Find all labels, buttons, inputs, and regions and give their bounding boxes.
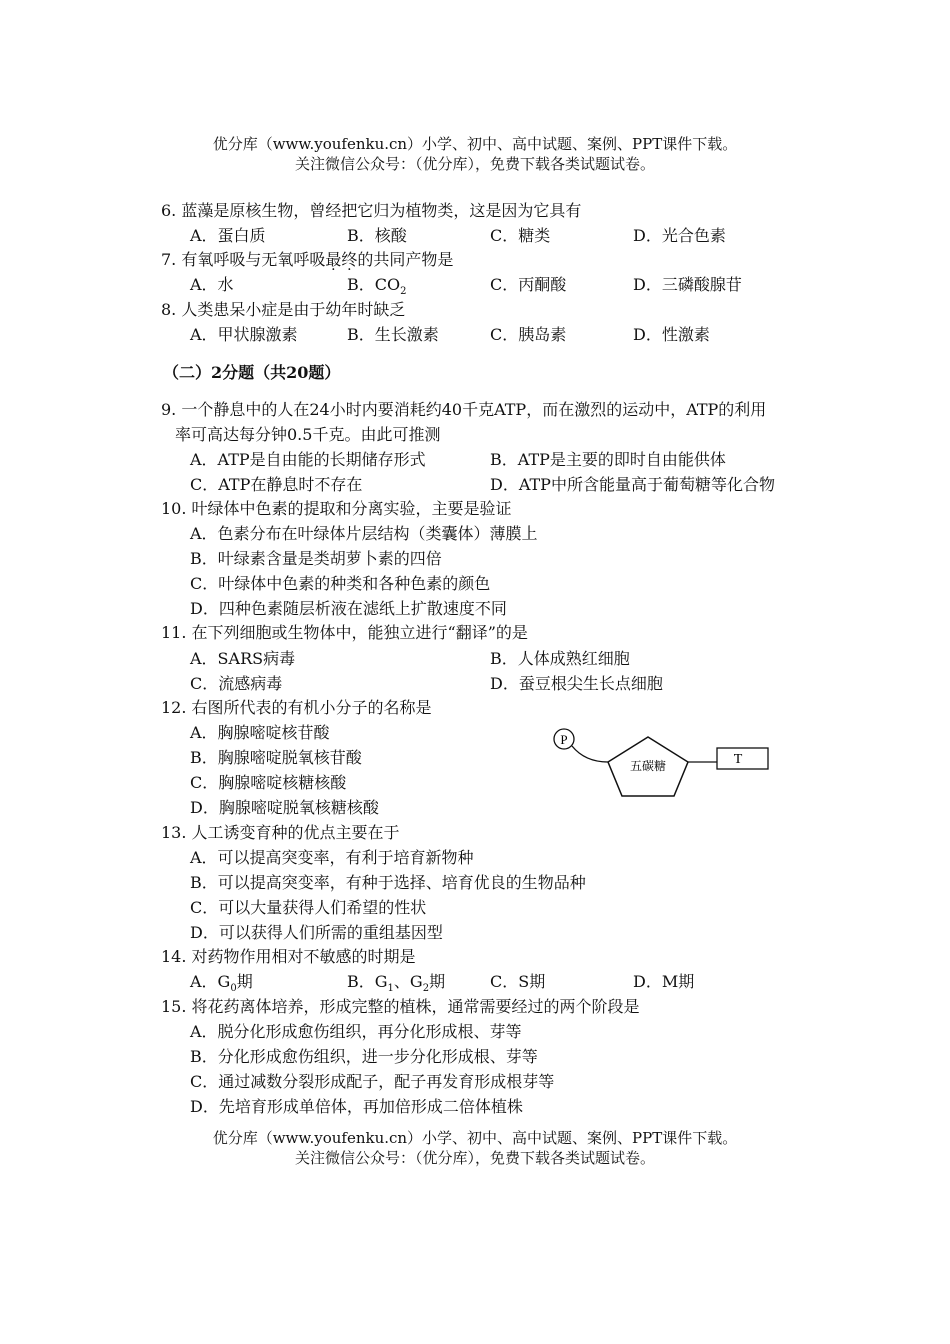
nucleotide-diagram (545, 720, 780, 810)
page-footer (0, 1128, 950, 1168)
q10-option-a: A．色素分布在叶绿体片层结构（类囊体）薄膜上 (190, 524, 538, 543)
q13-option-a: A．可以提高突变率，有利于培育新物种 (190, 848, 474, 867)
q6-option-b: B．核酸 (347, 226, 407, 245)
pentose-label: 五碳糖 (629, 759, 667, 773)
q14-option-a: A．$G_0$期 (190, 972, 253, 995)
q12-stem: 12. 右图所代表的有机小分子的名称是 (161, 698, 432, 717)
q12-option-d: D．胸腺嘧啶脱氧核糖核酸 (190, 798, 379, 817)
q9-option-a: A．ATP是自由能的长期储存形式 (190, 450, 426, 469)
q8-option-d: D．性激素 (633, 325, 710, 344)
q7-option-d: D．三磷酸腺苷 (633, 275, 742, 294)
phosphate-label: P (560, 732, 568, 747)
footer-line-1: 优分库（www.youfenku.cn）小学、初中、高中试题、案例、PPT课件下载。 (212, 1129, 738, 1147)
q13-option-d: D．可以获得人们所需的重组基因型 (190, 923, 443, 942)
q9-option-d: D．ATP中所含能量高于葡萄糖等化合物 (490, 475, 775, 494)
base-label: T (733, 752, 743, 767)
q11-option-c: C．流感病毒 (190, 674, 283, 693)
q10-stem: 10. 叶绿体中色素的提取和分离实验，主要是验证 (161, 499, 512, 518)
q14-option-d: D．M期 (633, 972, 695, 991)
q8-option-c: C．胰岛素 (490, 325, 567, 344)
q7-option-c: C．丙酮酸 (490, 275, 567, 294)
q15-option-a: A．脱分化形成愈伤组织，再分化形成根、芽等 (190, 1022, 522, 1041)
q9-option-c: C．ATP在静息时不存在 (190, 475, 363, 494)
q12-option-c: C．胸腺嘧啶核糖核酸 (190, 773, 347, 792)
header-line-2: 关注微信公众号：（优分库），免费下载各类试题试卷。 (294, 155, 655, 173)
q11-option-d: D．蚕豆根尖生长点细胞 (490, 674, 663, 693)
q12-option-a: A．胸腺嘧啶核苷酸 (190, 723, 330, 742)
q14-option-b: B．$G_1$、$G_2$期 (347, 972, 446, 995)
q11-stem: 11. 在下列细胞或生物体中，能独立进行“翻译”的是 (161, 623, 528, 642)
q9-stem-line-2: 率可高达每分钟0.5千克。由此可推测 (175, 425, 441, 444)
footer-line-2: 关注微信公众号：（优分库），免费下载各类试题试卷。 (294, 1149, 655, 1167)
q12-option-b: B．胸腺嘧啶脱氧核苷酸 (190, 748, 362, 767)
q13-stem: 13. 人工诱变育种的优点主要在于 (161, 823, 400, 842)
page-header (0, 134, 950, 174)
base-box (717, 748, 768, 769)
q15-option-b: B．分化形成愈伤组织，进一步分化形成根、芽等 (190, 1047, 538, 1066)
q14-stem: 14. 对药物作用相对不敏感的时期是 (161, 947, 416, 966)
q9-option-b: B．ATP是主要的即时自由能供体 (490, 450, 726, 469)
q6-option-d: D．光合色素 (633, 226, 726, 245)
q8-option-a: A．甲状腺激素 (190, 325, 298, 344)
q15-option-c: C．通过减数分裂形成配子，配子再发育形成根芽等 (190, 1072, 555, 1091)
q10-option-b: B．叶绿素含量是类胡萝卜素的四倍 (190, 549, 442, 568)
q7-stem: 7. 有氧呼吸与无氧呼吸最终的共同产物是 (161, 250, 454, 269)
q6-option-c: C．糖类 (490, 226, 551, 245)
q7-option-b: B．$CO_2$ (347, 275, 407, 298)
q11-option-a: A．SARS病毒 (190, 649, 296, 668)
q15-stem: 15. 将花药离体培养，形成完整的植株，通常需要经过的两个阶段是 (161, 997, 640, 1016)
q15-option-d: D．先培育形成单倍体，再加倍形成二倍体植株 (190, 1097, 523, 1116)
section-heading: （二）2分题（共20题） (163, 363, 341, 382)
header-line-1: 优分库（www.youfenku.cn）小学、初中、高中试题、案例、PPT课件下载。 (212, 135, 738, 153)
q13-option-b: B．可以提高突变率，有种于选择、培育优良的生物品种 (190, 873, 586, 892)
q8-stem: 8. 人类患呆小症是由于幼年时缺乏 (161, 300, 406, 319)
q6-option-a: A．蛋白质 (190, 226, 266, 245)
q13-option-c: C．可以大量获得人们希望的性状 (190, 898, 427, 917)
q9-stem-line-1: 9. 一个静息中的人在24小时内要消耗约40千克ATP，而在激烈的运动中，ATP的利用 (161, 400, 767, 419)
emphasis-dot-2: 终 (341, 250, 358, 269)
q7-option-a: A．水 (190, 275, 234, 294)
q10-option-d: D．四种色素随层析液在滤纸上扩散速度不同 (190, 599, 507, 618)
q6-stem: 6. 蓝藻是原核生物，曾经把它归为植物类，这是因为它具有 (161, 201, 582, 220)
q10-option-c: C．叶绿体中色素的种类和各种色素的颜色 (190, 574, 491, 593)
phosphate-bond (572, 746, 608, 762)
q11-option-b: B．人体成熟红细胞 (490, 649, 630, 668)
q14-option-c: C．S期 (490, 972, 546, 991)
emphasis-dot-1: 最 (325, 250, 342, 269)
q8-option-b: B．生长激素 (347, 325, 439, 344)
